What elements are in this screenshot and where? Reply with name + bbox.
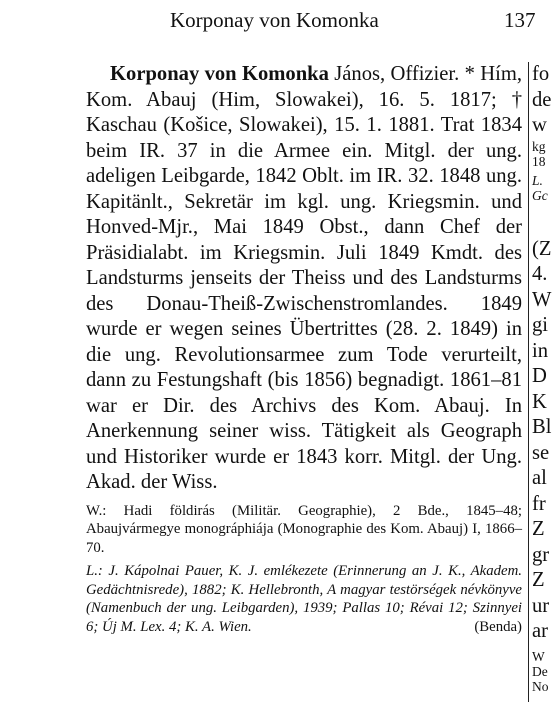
fragment-line: ar (532, 620, 548, 642)
fragment-line: gr (532, 543, 550, 566)
fragment-line: ur (532, 594, 550, 617)
fragment-line: Gc (532, 187, 548, 203)
column-divider (528, 62, 529, 702)
running-header (0, 8, 552, 34)
fragment-line: se (532, 441, 550, 464)
fragment-line: D (532, 365, 547, 387)
author-signature: (Benda) (474, 619, 522, 636)
literature-list (86, 562, 522, 636)
fragment-line: De (532, 663, 548, 679)
fragment-line: 18 (532, 153, 546, 169)
fragment-line (532, 203, 552, 237)
fragment-line: al (532, 467, 547, 489)
fragment-line: No (532, 678, 549, 694)
page-number: 137 (504, 8, 536, 32)
fragment-line: W (532, 288, 552, 311)
fragment-line: kg (532, 138, 546, 154)
entry-paragraph (86, 62, 522, 496)
next-column-fragment (532, 62, 552, 694)
entry-body-text: János, Offizier. * Hím, Kom. Abauj (Him, Slowakei), 16. 5. 1817; † Kaschau (Košice, Slowakei), 15. 1. 1881. Trat 1834 beim IR. 37 in die Armee ein. Mitgl. der ung. adeligen Leibgarde, 1842 Oblt. im IR. 32. 1848 ung. Kapitänlt., Sekretär im kgl. ung. Kriegsmin. und Honved-Mjr., Mai 1849 Obst., dann Chef der Präsidialabt. im Kriegsmin. Juli 1849 Kmdt. des Landsturms jenseits der Theiss und des Landsturms des Donau-Theiß-Zwischenstromlandes. 1849 wurde er wegen seines Übertrittes (28. 2. 1849) in die ung. Revolutionsarmee zum Tode verurteilt, dann zu Festungshaft (bis 1856) begnadigt. 1861–81 war er Dir. des Archivs des Kom. Abauj. In Anerkennung seiner wiss. Tätigkeit als Geograph und Historiker wurde er 1843 korr. Mitgl. der Ung. Akad. der Wiss. (86, 63, 522, 493)
fragment-line: in (532, 339, 549, 362)
fragment-line: Z (532, 518, 545, 540)
fragment-line: fr (532, 492, 546, 515)
fragment-line: de (532, 88, 552, 111)
fragment-line: L. (532, 172, 543, 188)
entry-headword: Korponay von Komonka (110, 63, 329, 85)
fragment-line: fo (532, 63, 550, 85)
fragment-line: Bl (532, 416, 552, 438)
works-list: W.: Hadi földirás (Militär. Geographie), 2 Bde., 1845–48; Abaujvármegye monográphiája (Monographie des Kom. Abauj) I, 1866–70. (86, 502, 522, 556)
fragment-line: w (532, 114, 547, 136)
literature-text: L.: J. Kápolnai Pauer, K. J. emlékezete (Erinnerung an J. K., Akadem. Gedächtnisrede), 1882; K. Hellebronth, A magyar testörségek névkönyve (Namenbuch der ung. Leibgarden), 1939; Pallas 10; Révai 12; Szinnyei 6; Új M. Lex. 4; K. A. Wien. (86, 563, 522, 636)
fragment-line: Z (532, 569, 545, 591)
fragment-line: K (532, 390, 547, 413)
fragment-line: gi (532, 314, 549, 336)
fragment-line: 4. (532, 263, 548, 285)
biography-entry (86, 62, 522, 637)
fragment-line: W (532, 648, 545, 664)
fragment-line: (Z (532, 237, 552, 260)
running-title: Korponay von Komonka (170, 8, 379, 32)
